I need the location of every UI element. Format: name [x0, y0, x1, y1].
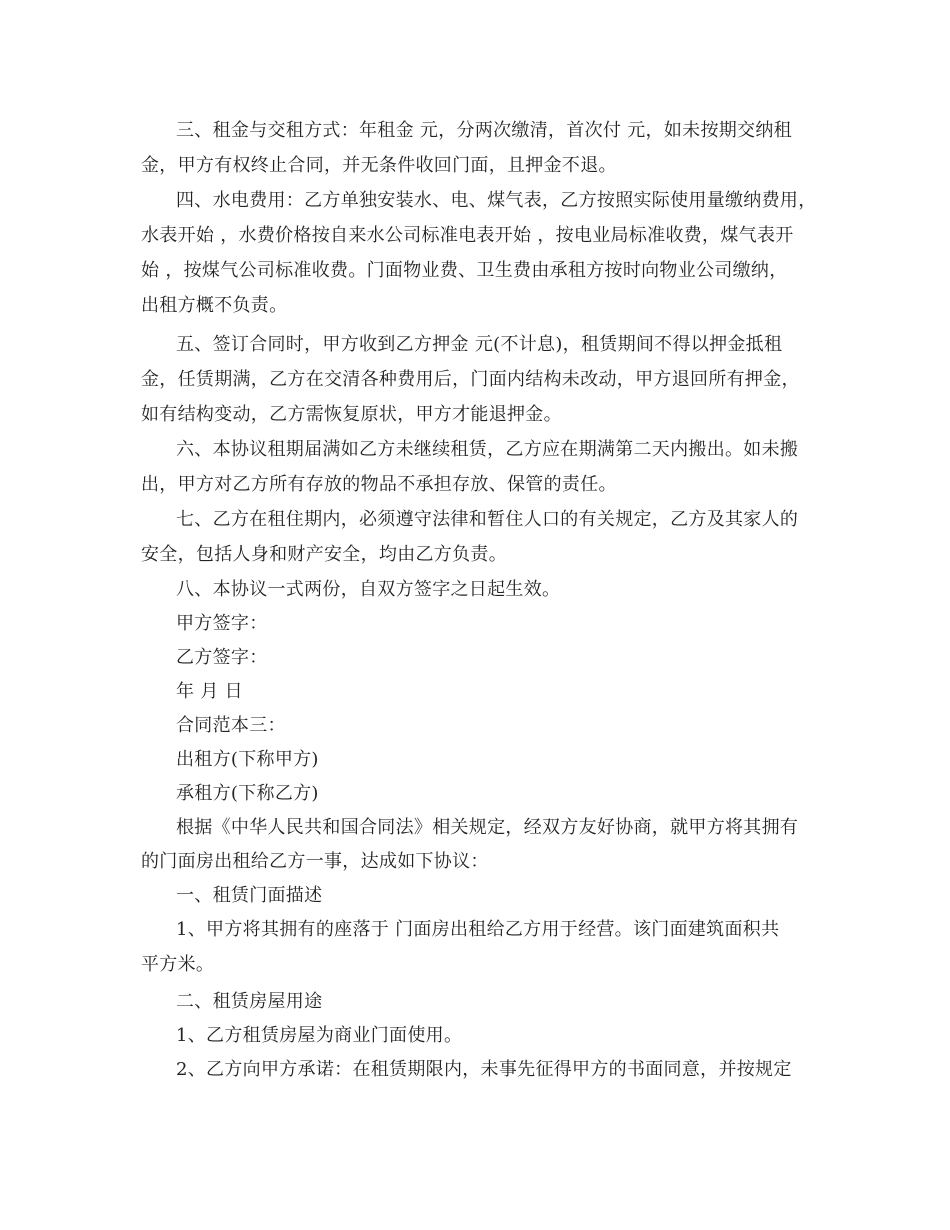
clause-usage-1: 1、乙方租赁房屋为商业门面使用。	[176, 1025, 463, 1046]
paragraph-deposit-line-1: 五、签订合同时，甲方收到乙方押金 元(不计息)，租赁期间不得以押金抵租	[176, 334, 783, 355]
lessee-label: 承租方(下称乙方)	[176, 783, 319, 804]
paragraph-utilities-line-2: 水表开始 ，水费价格按自来水公司标准电表开始 ，按电业局标准收费，煤气表开	[141, 225, 794, 246]
paragraph-rent-payment-line-2: 金，甲方有权终止合同，并无条件收回门面，且押金不退。	[141, 155, 617, 176]
lessor-label: 出租方(下称甲方)	[176, 749, 319, 770]
party-b-signature: 乙方签字：	[176, 647, 268, 668]
section-heading-usage: 二、租赁房屋用途	[176, 991, 323, 1012]
paragraph-deposit-line-2: 金，任赁期满，乙方在交清各种费用后，门面内结构未改动，甲方退回所有押金，	[141, 369, 800, 390]
paragraph-safety-line-2: 安全，包括人身和财产安全，均由乙方负责。	[141, 544, 507, 565]
section-heading-description: 一、租赁门面描述	[176, 885, 323, 906]
preamble-line-2: 的门面房出租给乙方一事，达成如下协议：	[141, 851, 489, 872]
paragraph-rent-payment-line-1: 三、租金与交租方式：年租金 元，分两次缴清，首次付 元，如未按期交纳租	[176, 120, 792, 141]
preamble-line-1: 根据《中华人民共和国合同法》相关规定，经双方友好协商，就甲方将其拥有	[176, 817, 799, 838]
paragraph-utilities-line-3: 始 ，按煤气公司标准收费。门面物业费、卫生费由承租方按时向物业公司缴纳，	[141, 260, 788, 281]
signature-date: 年 月 日	[176, 681, 243, 702]
clause-location-line-2: 平方米。	[141, 954, 215, 975]
contract-sample-heading: 合同范本三：	[176, 715, 286, 736]
paragraph-utilities-line-4: 出租方概不负责。	[141, 295, 288, 316]
paragraph-utilities-line-1: 四、水电费用：乙方单独安装水、电、煤气表，乙方按照实际使用量缴纳费用，	[176, 190, 817, 211]
paragraph-deposit-line-3: 如有结构变动，乙方需恢复原状，甲方才能退押金。	[141, 404, 562, 425]
party-a-signature: 甲方签字：	[176, 613, 268, 634]
paragraph-safety-line-1: 七、乙方在租住期内，必须遵守法律和暂住人口的有关规定，乙方及其家人的	[176, 509, 799, 530]
clause-usage-2: 2、乙方向甲方承诺：在租赁期限内，未事先征得甲方的书面同意，并按规定	[176, 1059, 792, 1080]
paragraph-lease-end-line-2: 出，甲方对乙方所有存放的物品不承担存放、保管的责任。	[141, 474, 617, 495]
clause-location-line-1: 1、甲方将其拥有的座落于 门面房出租给乙方用于经营。该门面建筑面积共	[176, 919, 780, 940]
paragraph-effective: 八、本协议一式两份，自双方签字之日起生效。	[176, 579, 561, 600]
paragraph-lease-end-line-1: 六、本协议租期届满如乙方未继续租赁，乙方应在期满第二天内搬出。如未搬	[176, 439, 799, 460]
